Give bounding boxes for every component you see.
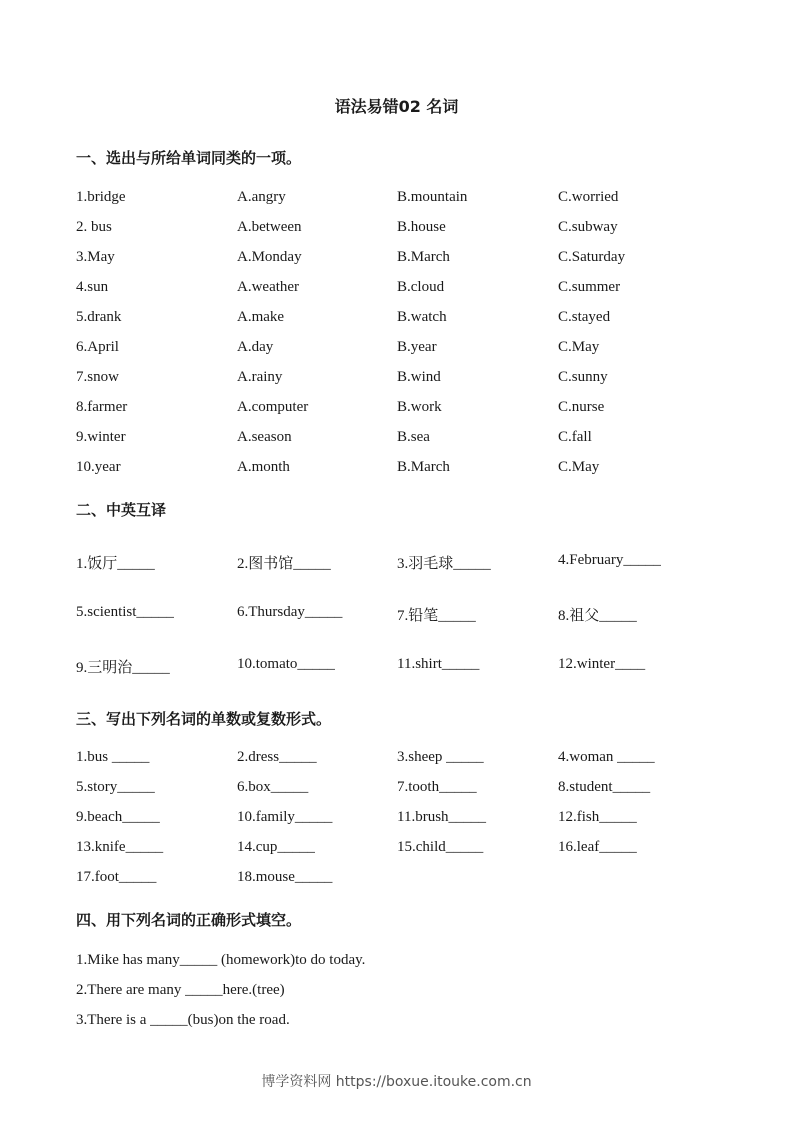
option-a: A.computer xyxy=(237,399,309,415)
option-c: C.summer xyxy=(558,279,621,295)
option-b: B.March xyxy=(397,459,450,475)
question-row xyxy=(76,189,726,209)
noun-item: 3.sheep _____ xyxy=(397,749,484,765)
question-word: 9.winter xyxy=(76,429,126,445)
noun-form-row xyxy=(76,749,726,769)
noun-item: 15.child_____ xyxy=(397,839,484,855)
translation-item: 7.铅笔_____ xyxy=(397,608,476,624)
question-row xyxy=(76,369,726,389)
question-word: 7.snow xyxy=(76,369,119,385)
option-b: B.sea xyxy=(397,429,430,445)
noun-item: 17.foot_____ xyxy=(76,869,157,885)
section-heading-2: 二、中英互译 xyxy=(76,501,167,519)
option-a: A.between xyxy=(237,219,302,235)
translation-row xyxy=(76,552,726,572)
translation-item: 11.shirt_____ xyxy=(397,656,480,672)
noun-item: 11.brush_____ xyxy=(397,809,487,825)
option-a: A.angry xyxy=(237,189,286,205)
noun-form-row xyxy=(76,779,726,799)
question-row xyxy=(76,279,726,299)
translation-item: 8.祖父_____ xyxy=(558,608,637,624)
noun-form-row xyxy=(76,809,726,829)
section-heading-3: 三、写出下列名词的单数或复数形式。 xyxy=(76,710,332,728)
option-a: A.make xyxy=(237,309,285,325)
page-title: 语法易错02 名词 xyxy=(334,97,459,116)
noun-item: 18.mouse_____ xyxy=(237,869,333,885)
question-word: 5.drank xyxy=(76,309,122,325)
option-c: C.stayed xyxy=(558,309,611,325)
option-a: A.weather xyxy=(237,279,300,295)
noun-item: 4.woman _____ xyxy=(558,749,655,765)
noun-item: 8.student_____ xyxy=(558,779,651,795)
noun-item: 7.tooth_____ xyxy=(397,779,477,795)
question-word: 3.May xyxy=(76,249,115,265)
question-row xyxy=(76,219,726,239)
noun-item: 1.bus _____ xyxy=(76,749,150,765)
option-c: C.worried xyxy=(558,189,619,205)
option-c: C.May xyxy=(558,459,600,475)
option-a: A.season xyxy=(237,429,292,445)
fill-blank-sentence: 3.There is a _____(bus)on the road. xyxy=(76,1012,290,1028)
noun-item: 5.story_____ xyxy=(76,779,155,795)
translation-item: 9.三明治_____ xyxy=(76,660,170,676)
option-a: A.Monday xyxy=(237,249,302,265)
noun-item: 10.family_____ xyxy=(237,809,333,825)
noun-form-row xyxy=(76,869,726,889)
option-c: C.sunny xyxy=(558,369,608,385)
footer-watermark: 博学资料网 https://boxue.itouke.com.cn xyxy=(261,1074,532,1090)
option-b: B.work xyxy=(397,399,442,415)
fill-blank-sentence: 2.There are many _____here.(tree) xyxy=(76,982,285,998)
question-word: 4.sun xyxy=(76,279,109,295)
question-row xyxy=(76,309,726,329)
translation-item: 12.winter____ xyxy=(558,656,646,672)
option-a: A.day xyxy=(237,339,274,355)
translation-item: 1.饭厅_____ xyxy=(76,556,155,572)
question-row xyxy=(76,459,726,479)
noun-item: 13.knife_____ xyxy=(76,839,164,855)
translation-item: 10.tomato_____ xyxy=(237,656,335,672)
translation-row xyxy=(76,656,726,676)
translation-item: 5.scientist_____ xyxy=(76,604,174,620)
option-b: B.watch xyxy=(397,309,447,325)
option-b: B.mountain xyxy=(397,189,468,205)
noun-form-row xyxy=(76,839,726,859)
translation-item: 4.February_____ xyxy=(558,552,661,568)
section-heading-4: 四、用下列名词的正确形式填空。 xyxy=(76,911,302,929)
option-c: C.Saturday xyxy=(558,249,626,265)
question-word: 6.April xyxy=(76,339,119,355)
noun-item: 9.beach_____ xyxy=(76,809,160,825)
noun-item: 16.leaf_____ xyxy=(558,839,637,855)
option-b: B.cloud xyxy=(397,279,445,295)
question-word: 2. bus xyxy=(76,219,112,235)
question-word: 1.bridge xyxy=(76,189,126,205)
option-c: C.fall xyxy=(558,429,592,445)
noun-item: 12.fish_____ xyxy=(558,809,637,825)
noun-item: 14.cup_____ xyxy=(237,839,315,855)
option-a: A.rainy xyxy=(237,369,283,385)
question-word: 10.year xyxy=(76,459,121,475)
noun-item: 6.box_____ xyxy=(237,779,309,795)
translation-item: 6.Thursday_____ xyxy=(237,604,343,620)
translation-row xyxy=(76,604,726,624)
fill-blank-sentence: 1.Mike has many_____ (homework)to do today. xyxy=(76,952,366,968)
question-row xyxy=(76,249,726,269)
translation-item: 2.图书馆_____ xyxy=(237,556,331,572)
question-word: 8.farmer xyxy=(76,399,128,415)
option-c: C.May xyxy=(558,339,600,355)
question-row xyxy=(76,399,726,419)
question-row xyxy=(76,339,726,359)
option-a: A.month xyxy=(237,459,290,475)
option-b: B.March xyxy=(397,249,450,265)
option-b: B.year xyxy=(397,339,437,355)
option-c: C.nurse xyxy=(558,399,605,415)
section-heading-1: 一、选出与所给单词同类的一项。 xyxy=(76,149,302,167)
option-c: C.subway xyxy=(558,219,618,235)
question-row xyxy=(76,429,726,449)
option-b: B.house xyxy=(397,219,446,235)
noun-item: 2.dress_____ xyxy=(237,749,317,765)
translation-item: 3.羽毛球_____ xyxy=(397,556,491,572)
option-b: B.wind xyxy=(397,369,441,385)
